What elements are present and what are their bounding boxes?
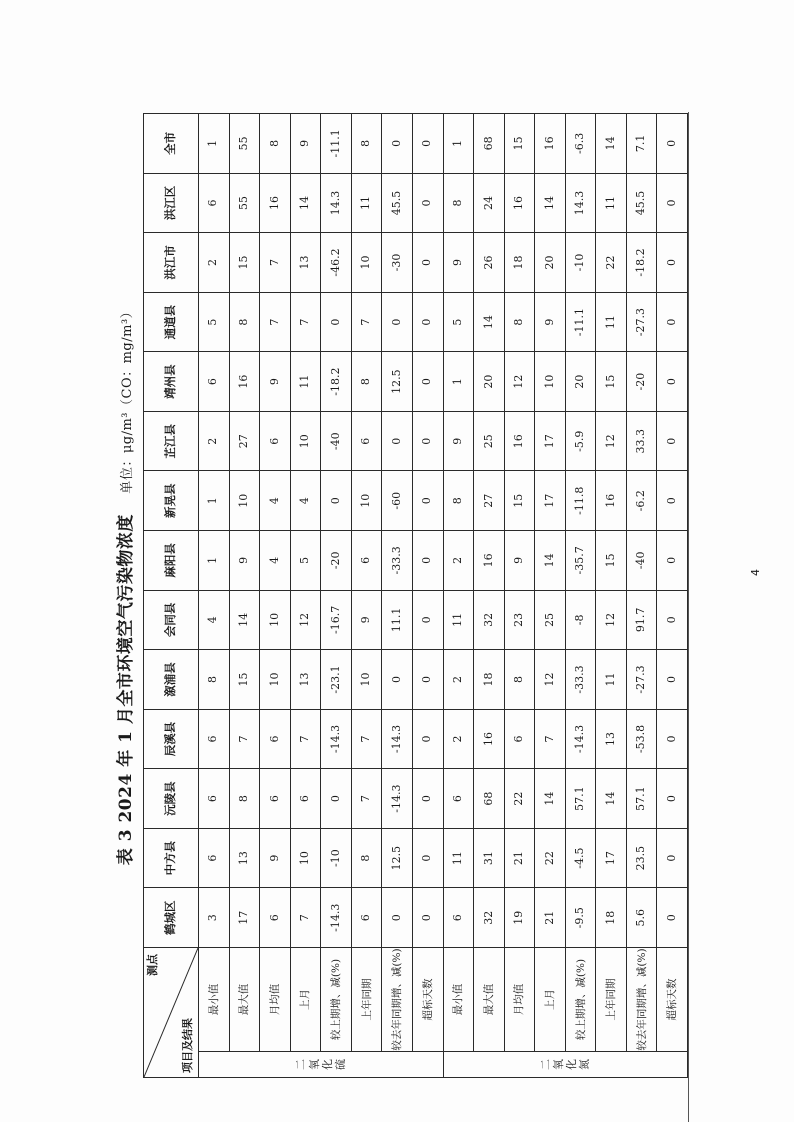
value-cell: -18.2 bbox=[626, 233, 657, 293]
table-row bbox=[412, 114, 443, 1078]
value-cell: 1 bbox=[199, 471, 230, 531]
value-cell: 27 bbox=[229, 411, 260, 471]
value-cell: 15 bbox=[504, 471, 535, 531]
value-cell: 1 bbox=[199, 114, 230, 174]
value-cell: -27.3 bbox=[626, 650, 657, 710]
value-cell: -18.2 bbox=[321, 352, 352, 412]
value-cell: 1 bbox=[443, 114, 474, 174]
value-cell: 10 bbox=[260, 590, 291, 650]
value-cell: -5.9 bbox=[565, 411, 596, 471]
value-cell: -14.3 bbox=[321, 709, 352, 769]
group-label: 二氧化氮 bbox=[538, 1059, 592, 1070]
value-cell: 9 bbox=[443, 233, 474, 293]
column-header: 沅陵县 bbox=[144, 769, 199, 829]
value-cell: 22 bbox=[504, 769, 535, 829]
value-cell: 21 bbox=[504, 828, 535, 888]
column-header: 洪江市 bbox=[144, 233, 199, 293]
value-cell: 12.5 bbox=[382, 352, 413, 412]
value-cell: -11.1 bbox=[321, 114, 352, 174]
value-cell: 0 bbox=[657, 650, 688, 710]
value-cell: 0 bbox=[412, 233, 443, 293]
value-cell: 12 bbox=[596, 590, 627, 650]
value-cell: 8 bbox=[504, 650, 535, 710]
table-row bbox=[290, 114, 321, 1078]
value-cell: 18 bbox=[474, 650, 505, 710]
value-cell: 0 bbox=[657, 233, 688, 293]
value-cell: 15 bbox=[229, 233, 260, 293]
value-cell: 17 bbox=[535, 471, 566, 531]
row-label: 超标天数 bbox=[412, 948, 443, 1052]
row-label: 较去年同期增、减(%) bbox=[626, 948, 657, 1052]
value-cell: 7 bbox=[290, 709, 321, 769]
value-cell: 8 bbox=[229, 769, 260, 829]
value-cell: 15 bbox=[596, 352, 627, 412]
value-cell: -6.3 bbox=[565, 114, 596, 174]
value-cell: 4 bbox=[290, 471, 321, 531]
value-cell: 31 bbox=[474, 828, 505, 888]
value-cell: 45.5 bbox=[382, 173, 413, 233]
value-cell: 16 bbox=[535, 114, 566, 174]
value-cell: 14 bbox=[535, 531, 566, 591]
value-cell: 0 bbox=[657, 411, 688, 471]
value-cell: 0 bbox=[657, 769, 688, 829]
table-row bbox=[321, 114, 352, 1078]
value-cell: 6 bbox=[260, 888, 291, 948]
table-row bbox=[626, 114, 657, 1078]
value-cell: 6 bbox=[199, 352, 230, 412]
value-cell: 10 bbox=[351, 650, 382, 710]
value-cell: 20 bbox=[565, 352, 596, 412]
header-row bbox=[144, 114, 199, 1078]
value-cell: 57.1 bbox=[626, 769, 657, 829]
column-header: 辰溪县 bbox=[144, 709, 199, 769]
value-cell: 16 bbox=[474, 709, 505, 769]
value-cell: 0 bbox=[412, 411, 443, 471]
value-cell: 8 bbox=[229, 292, 260, 352]
value-cell: 10 bbox=[290, 411, 321, 471]
value-cell: 0 bbox=[657, 352, 688, 412]
value-cell: 20 bbox=[474, 352, 505, 412]
value-cell: 6 bbox=[260, 769, 291, 829]
value-cell: 11 bbox=[443, 828, 474, 888]
value-cell: 0 bbox=[321, 292, 352, 352]
value-cell: 14 bbox=[596, 769, 627, 829]
row-label: 最大值 bbox=[229, 948, 260, 1052]
row-label: 最小值 bbox=[199, 948, 230, 1052]
row-label: 较去年同期增、减(%) bbox=[382, 948, 413, 1052]
row-label: 最大值 bbox=[474, 948, 505, 1052]
value-cell: -23.1 bbox=[321, 650, 352, 710]
value-cell: 24 bbox=[474, 173, 505, 233]
value-cell: -9.5 bbox=[565, 888, 596, 948]
value-cell: 9 bbox=[290, 114, 321, 174]
value-cell: 1 bbox=[443, 352, 474, 412]
table-row bbox=[260, 114, 291, 1078]
value-cell: 9 bbox=[260, 352, 291, 412]
value-cell: -35.7 bbox=[565, 531, 596, 591]
value-cell: 6 bbox=[260, 709, 291, 769]
value-cell: 23.5 bbox=[626, 828, 657, 888]
value-cell: 23 bbox=[504, 590, 535, 650]
value-cell: 9 bbox=[504, 531, 535, 591]
value-cell: 5 bbox=[443, 292, 474, 352]
value-cell: 12 bbox=[535, 650, 566, 710]
value-cell: 6 bbox=[199, 769, 230, 829]
value-cell: 8 bbox=[351, 828, 382, 888]
value-cell: 0 bbox=[412, 709, 443, 769]
value-cell: 16 bbox=[596, 471, 627, 531]
value-cell: 20 bbox=[535, 233, 566, 293]
value-cell: 0 bbox=[412, 292, 443, 352]
value-cell: -14.3 bbox=[382, 769, 413, 829]
value-cell: 7 bbox=[351, 709, 382, 769]
value-cell: 8 bbox=[443, 173, 474, 233]
value-cell: 14 bbox=[229, 590, 260, 650]
value-cell: 11 bbox=[290, 352, 321, 412]
value-cell: 6 bbox=[260, 411, 291, 471]
value-cell: 9 bbox=[443, 411, 474, 471]
column-header: 新晃县 bbox=[144, 471, 199, 531]
value-cell: 0 bbox=[412, 352, 443, 412]
row-label: 上年同期 bbox=[596, 948, 627, 1052]
value-cell: 0 bbox=[412, 590, 443, 650]
value-cell: 16 bbox=[260, 173, 291, 233]
pollutant-table bbox=[143, 113, 688, 1078]
table-row bbox=[474, 114, 505, 1078]
value-cell: 13 bbox=[229, 828, 260, 888]
value-cell: -30 bbox=[382, 233, 413, 293]
value-cell: -11.8 bbox=[565, 471, 596, 531]
value-cell: 11 bbox=[351, 173, 382, 233]
value-cell: 2 bbox=[199, 233, 230, 293]
value-cell: -20 bbox=[321, 531, 352, 591]
value-cell: 17 bbox=[229, 888, 260, 948]
value-cell: 6 bbox=[351, 531, 382, 591]
corner-bottom-label: 项目及结果 bbox=[181, 1018, 195, 1073]
value-cell: 0 bbox=[657, 292, 688, 352]
value-cell: 8 bbox=[351, 114, 382, 174]
column-header: 中方县 bbox=[144, 828, 199, 888]
value-cell: 7 bbox=[290, 292, 321, 352]
group-label: 二氧化硫 bbox=[294, 1059, 347, 1070]
value-cell: 7 bbox=[535, 709, 566, 769]
value-cell: 32 bbox=[474, 590, 505, 650]
column-header: 全市 bbox=[144, 114, 199, 174]
value-cell: 0 bbox=[382, 114, 413, 174]
value-cell: -4.5 bbox=[565, 828, 596, 888]
value-cell: 26 bbox=[474, 233, 505, 293]
value-cell: 18 bbox=[504, 233, 535, 293]
value-cell: 0 bbox=[657, 888, 688, 948]
value-cell: 0 bbox=[412, 471, 443, 531]
table-row bbox=[504, 114, 535, 1078]
value-cell: 57.1 bbox=[565, 769, 596, 829]
table-body bbox=[199, 114, 688, 1078]
value-cell: 6 bbox=[504, 709, 535, 769]
value-cell: 15 bbox=[504, 114, 535, 174]
value-cell: 19 bbox=[504, 888, 535, 948]
value-cell: 9 bbox=[260, 828, 291, 888]
table-row bbox=[443, 114, 474, 1078]
value-cell: 33.3 bbox=[626, 411, 657, 471]
column-header: 芷江县 bbox=[144, 411, 199, 471]
value-cell: 2 bbox=[443, 709, 474, 769]
value-cell: -10 bbox=[321, 828, 352, 888]
value-cell: 2 bbox=[443, 650, 474, 710]
value-cell: 10 bbox=[351, 471, 382, 531]
table-row bbox=[596, 114, 627, 1078]
table-row bbox=[229, 114, 260, 1078]
value-cell: 22 bbox=[535, 828, 566, 888]
value-cell: 6 bbox=[199, 173, 230, 233]
value-cell: 8 bbox=[443, 471, 474, 531]
value-cell: 0 bbox=[412, 828, 443, 888]
value-cell: -40 bbox=[321, 411, 352, 471]
value-cell: 25 bbox=[474, 411, 505, 471]
column-header: 麻阳县 bbox=[144, 531, 199, 591]
value-cell: -8 bbox=[565, 590, 596, 650]
row-label: 上月 bbox=[535, 948, 566, 1052]
value-cell: 11.1 bbox=[382, 590, 413, 650]
column-header: 靖州县 bbox=[144, 352, 199, 412]
column-header: 洪江区 bbox=[144, 173, 199, 233]
row-label: 较上期增、减(%) bbox=[321, 948, 352, 1052]
value-cell: -20 bbox=[626, 352, 657, 412]
title-block bbox=[104, 100, 142, 1070]
corner-top-label: 测点 bbox=[146, 954, 159, 976]
value-cell: 55 bbox=[229, 173, 260, 233]
value-cell: 7 bbox=[260, 292, 291, 352]
value-cell: -16.7 bbox=[321, 590, 352, 650]
value-cell: 12 bbox=[596, 411, 627, 471]
value-cell: 16 bbox=[229, 352, 260, 412]
value-cell: 10 bbox=[535, 352, 566, 412]
value-cell: -14.3 bbox=[382, 709, 413, 769]
table-row bbox=[657, 114, 688, 1078]
value-cell: 18 bbox=[596, 888, 627, 948]
table-row bbox=[382, 114, 413, 1078]
value-cell: 4 bbox=[199, 590, 230, 650]
value-cell: 0 bbox=[657, 471, 688, 531]
value-cell: -6.2 bbox=[626, 471, 657, 531]
value-cell: 0 bbox=[657, 173, 688, 233]
value-cell: 12 bbox=[290, 590, 321, 650]
value-cell: -10 bbox=[565, 233, 596, 293]
value-cell: 13 bbox=[596, 709, 627, 769]
header-divider bbox=[688, 112, 689, 1122]
value-cell: 11 bbox=[443, 590, 474, 650]
value-cell: 3 bbox=[199, 888, 230, 948]
value-cell: 14 bbox=[535, 173, 566, 233]
value-cell: 17 bbox=[596, 828, 627, 888]
value-cell: 0 bbox=[657, 531, 688, 591]
value-cell: 14 bbox=[290, 173, 321, 233]
value-cell: 16 bbox=[504, 411, 535, 471]
value-cell: 6 bbox=[199, 709, 230, 769]
value-cell: 55 bbox=[229, 114, 260, 174]
value-cell: -33.3 bbox=[382, 531, 413, 591]
group-label-cell bbox=[443, 1052, 688, 1078]
value-cell: 5 bbox=[199, 292, 230, 352]
value-cell: 68 bbox=[474, 769, 505, 829]
value-cell: 10 bbox=[260, 650, 291, 710]
value-cell: 13 bbox=[290, 233, 321, 293]
corner-header-cell bbox=[144, 948, 199, 1078]
value-cell: 0 bbox=[412, 173, 443, 233]
value-cell: 0 bbox=[321, 471, 352, 531]
value-cell: 0 bbox=[657, 709, 688, 769]
row-label: 月均值 bbox=[260, 948, 291, 1052]
value-cell: 7 bbox=[229, 709, 260, 769]
value-cell: -14.3 bbox=[321, 888, 352, 948]
value-cell: 17 bbox=[535, 411, 566, 471]
value-cell: 14 bbox=[596, 114, 627, 174]
value-cell: 6 bbox=[351, 888, 382, 948]
value-cell: 11 bbox=[596, 173, 627, 233]
row-label: 最小值 bbox=[443, 948, 474, 1052]
value-cell: 45.5 bbox=[626, 173, 657, 233]
row-label: 月均值 bbox=[504, 948, 535, 1052]
unit-label: 单位：μg/m³（CO：mg/m³） bbox=[119, 304, 135, 494]
value-cell: 68 bbox=[474, 114, 505, 174]
value-cell: 7.1 bbox=[626, 114, 657, 174]
table-row bbox=[535, 114, 566, 1078]
value-cell: 6 bbox=[351, 411, 382, 471]
table-row bbox=[565, 114, 596, 1078]
value-cell: 8 bbox=[260, 114, 291, 174]
value-cell: 0 bbox=[321, 769, 352, 829]
value-cell: -11.1 bbox=[565, 292, 596, 352]
value-cell: 1 bbox=[199, 531, 230, 591]
column-header: 会同县 bbox=[144, 590, 199, 650]
value-cell: 0 bbox=[657, 590, 688, 650]
value-cell: 0 bbox=[657, 114, 688, 174]
value-cell: 11 bbox=[596, 292, 627, 352]
group-label-cell bbox=[199, 1052, 444, 1078]
value-cell: 9 bbox=[351, 590, 382, 650]
value-cell: 2 bbox=[443, 531, 474, 591]
value-cell: 11 bbox=[596, 650, 627, 710]
value-cell: 10 bbox=[351, 233, 382, 293]
row-label: 较上期增、减(%) bbox=[565, 948, 596, 1052]
value-cell: 15 bbox=[229, 650, 260, 710]
value-cell: 12 bbox=[504, 352, 535, 412]
value-cell: 7 bbox=[290, 888, 321, 948]
value-cell: 16 bbox=[504, 173, 535, 233]
value-cell: 14 bbox=[474, 292, 505, 352]
row-label: 超标天数 bbox=[657, 948, 688, 1052]
value-cell: 2 bbox=[199, 411, 230, 471]
value-cell: 0 bbox=[382, 292, 413, 352]
row-label: 上年同期 bbox=[351, 948, 382, 1052]
value-cell: 0 bbox=[657, 828, 688, 888]
value-cell: -60 bbox=[382, 471, 413, 531]
table-title bbox=[111, 305, 136, 865]
value-cell: 16 bbox=[474, 531, 505, 591]
value-cell: 8 bbox=[504, 292, 535, 352]
value-cell: 0 bbox=[412, 114, 443, 174]
value-cell: 4 bbox=[260, 471, 291, 531]
value-cell: 7 bbox=[351, 292, 382, 352]
value-cell: 0 bbox=[412, 650, 443, 710]
value-cell: 32 bbox=[474, 888, 505, 948]
value-cell: 10 bbox=[290, 828, 321, 888]
value-cell: 14.3 bbox=[565, 173, 596, 233]
page-number: 4 bbox=[749, 569, 762, 576]
value-cell: 0 bbox=[382, 411, 413, 471]
column-header: 通道县 bbox=[144, 292, 199, 352]
value-cell: 0 bbox=[412, 531, 443, 591]
value-cell: -27.3 bbox=[626, 292, 657, 352]
value-cell: 22 bbox=[596, 233, 627, 293]
value-cell: -46.2 bbox=[321, 233, 352, 293]
value-cell: 15 bbox=[596, 531, 627, 591]
value-cell: 27 bbox=[474, 471, 505, 531]
value-cell: 5.6 bbox=[626, 888, 657, 948]
column-header: 鹤城区 bbox=[144, 888, 199, 948]
value-cell: 0 bbox=[412, 769, 443, 829]
value-cell: 6 bbox=[443, 769, 474, 829]
value-cell: 9 bbox=[229, 531, 260, 591]
column-header: 溆浦县 bbox=[144, 650, 199, 710]
value-cell: 13 bbox=[290, 650, 321, 710]
value-cell: 91.7 bbox=[626, 590, 657, 650]
table-title-text: 表 3 2024 年 1 月全市环境空气污染物浓度 bbox=[115, 514, 136, 866]
value-cell: 14 bbox=[535, 769, 566, 829]
value-cell: 6 bbox=[443, 888, 474, 948]
table-row bbox=[199, 114, 230, 1078]
row-label: 上月 bbox=[290, 948, 321, 1052]
value-cell: -40 bbox=[626, 531, 657, 591]
value-cell: 7 bbox=[260, 233, 291, 293]
value-cell: 4 bbox=[260, 531, 291, 591]
table-row bbox=[351, 114, 382, 1078]
value-cell: 7 bbox=[351, 769, 382, 829]
value-cell: 9 bbox=[535, 292, 566, 352]
value-cell: 6 bbox=[199, 828, 230, 888]
value-cell: 25 bbox=[535, 590, 566, 650]
value-cell: -14.3 bbox=[565, 709, 596, 769]
value-cell: 0 bbox=[382, 650, 413, 710]
value-cell: 12.5 bbox=[382, 828, 413, 888]
value-cell: 14.3 bbox=[321, 173, 352, 233]
value-cell: 0 bbox=[382, 888, 413, 948]
value-cell: 21 bbox=[535, 888, 566, 948]
value-cell: 8 bbox=[351, 352, 382, 412]
table-container bbox=[143, 113, 688, 1078]
value-cell: 5 bbox=[290, 531, 321, 591]
value-cell: -33.3 bbox=[565, 650, 596, 710]
value-cell: 8 bbox=[199, 650, 230, 710]
value-cell: 10 bbox=[229, 471, 260, 531]
value-cell: 0 bbox=[412, 888, 443, 948]
value-cell: -53.8 bbox=[626, 709, 657, 769]
value-cell: 6 bbox=[290, 769, 321, 829]
